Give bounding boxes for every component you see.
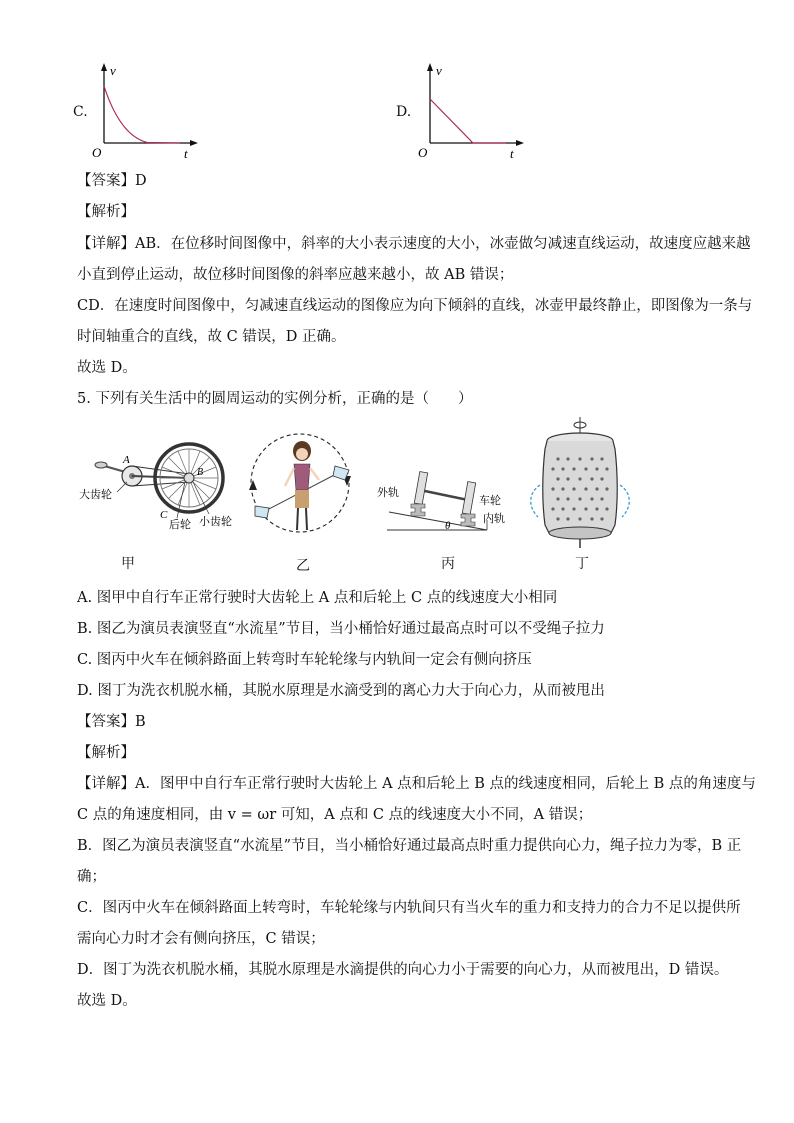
- graph-c-curve: [104, 86, 180, 143]
- graph-d: [411, 60, 531, 165]
- bing-theta: θ: [445, 520, 451, 532]
- q5-answer: 【答案】B: [77, 714, 146, 730]
- graph-d-x-arrow: [516, 140, 524, 146]
- q4-detail-line: 时间轴重合的直线，故 C 错误，D 正确。: [77, 329, 346, 345]
- q5-option-d: D. 图丁为洗衣机脱水桶，其脱水原理是水滴受到的离心力大于向心力，从而被甩出: [77, 683, 605, 699]
- figure-jia-caption: 甲: [121, 556, 135, 572]
- bing-inner-rail-label: 内轨: [483, 513, 505, 525]
- bing-outer-rail-label: 外轨: [377, 487, 399, 499]
- graph-c-origin: O: [92, 145, 102, 160]
- figure-ding-caption: 丁: [575, 556, 589, 572]
- graph-c-t-label: t: [184, 146, 188, 161]
- q5-option-b: B. 图乙为演员表演竖直“水流星”节目，当小桶恰好通过最高点时可以不受绳子拉力: [77, 621, 605, 637]
- graph-d-t-label: t: [510, 146, 514, 161]
- q4-detail-line: 小直到停止运动，故位移时间图像的斜率应越来越小，故 AB 错误；: [77, 267, 514, 283]
- jia-label-b: B: [197, 467, 204, 478]
- q4-analysis-heading: 【解析】: [77, 204, 135, 220]
- q5-option-c: C. 图丙中火车在倾斜路面上转弯时车轮轮缘与内轨间一定会有侧向挤压: [77, 652, 532, 668]
- graph-c-y-arrow: [101, 63, 107, 71]
- option-c-label: C.: [73, 104, 88, 120]
- jia-small-gear-label: 小齿轮: [199, 516, 232, 528]
- q5-conclusion: 故选 D。: [77, 993, 137, 1009]
- graph-d-origin: O: [418, 145, 428, 160]
- q4-conclusion: 故选 D。: [77, 360, 137, 376]
- bing-wheel-label: 车轮: [479, 495, 501, 507]
- jia-rear-wheel-label: 后轮: [169, 519, 191, 531]
- q5-analysis-heading: 【解析】: [77, 745, 135, 761]
- q4-answer: 【答案】D: [77, 173, 147, 189]
- q4-detail-line: CD．在速度时间图像中，匀减速直线运动的图像应为向下倾斜的直线，冰壶甲最终静止，即图像为一条与: [77, 298, 753, 314]
- jia-label-a: A: [123, 454, 130, 466]
- graph-c-x-arrow: [190, 140, 198, 146]
- option-d-label: D.: [396, 104, 412, 120]
- graph-c: [85, 60, 205, 165]
- jia-big-gear-label: 大齿轮: [79, 489, 112, 501]
- figure-bing-caption: 丙: [441, 556, 455, 572]
- q5-detail-line: C 点的角速度相同，由 v = ωr 可知，A 点和 C 点的线速度大小不同，A 错误；: [77, 807, 593, 823]
- q4-detail-line: 【详解】AB．在位移时间图像中，斜率的大小表示速度的大小，冰壶做匀减速直线运动，故速度应越来越: [77, 236, 751, 252]
- graph-d-v-label: v: [436, 63, 442, 78]
- graph-d-line: [430, 99, 506, 143]
- graph-d-y-arrow: [427, 63, 433, 71]
- q5-detail-line: B．图乙为演员表演竖直“水流星”节目，当小桶恰好通过最高点时重力提供向心力，绳子拉力为零，B 正: [77, 838, 742, 854]
- figure-yi-performer: [245, 418, 360, 548]
- q5-detail-line: 需向心力时才会有侧向挤压，C 错误；: [77, 931, 325, 947]
- jia-label-c: C: [160, 509, 168, 521]
- q5-detail-line: D．图丁为洗衣机脱水桶，其脱水原理是水滴提供的向心力小于需要的向心力，从而被甩出，D 错误。: [77, 962, 729, 978]
- figure-jia-bicycle: [77, 430, 242, 540]
- small-gear: [184, 473, 194, 483]
- figure-ding-drum: [528, 415, 638, 550]
- q5-detail-line: 【详解】A．图甲中自行车正常行驶时大齿轮上 A 点和后轮上 B 点的线速度相同，后轮上 B 点的角速度与: [77, 776, 756, 792]
- q5-detail-line: 确；: [77, 869, 106, 885]
- q5-detail-line: C．图丙中火车在倾斜路面上转弯时，车轮轮缘与内轨间只有当火车的重力和支持力的合力不足以提供所: [77, 900, 741, 916]
- graph-c-v-label: v: [110, 63, 116, 78]
- q5-option-a: A. 图甲中自行车正常行驶时大齿轮上 A 点和后轮上 C 点的线速度大小相同: [77, 590, 558, 606]
- q5-stem: 5. 下列有关生活中的圆周运动的实例分析，正确的是（ ）: [77, 391, 473, 407]
- figure-yi-caption: 乙: [296, 558, 310, 574]
- figure-bing-rail: [375, 460, 515, 535]
